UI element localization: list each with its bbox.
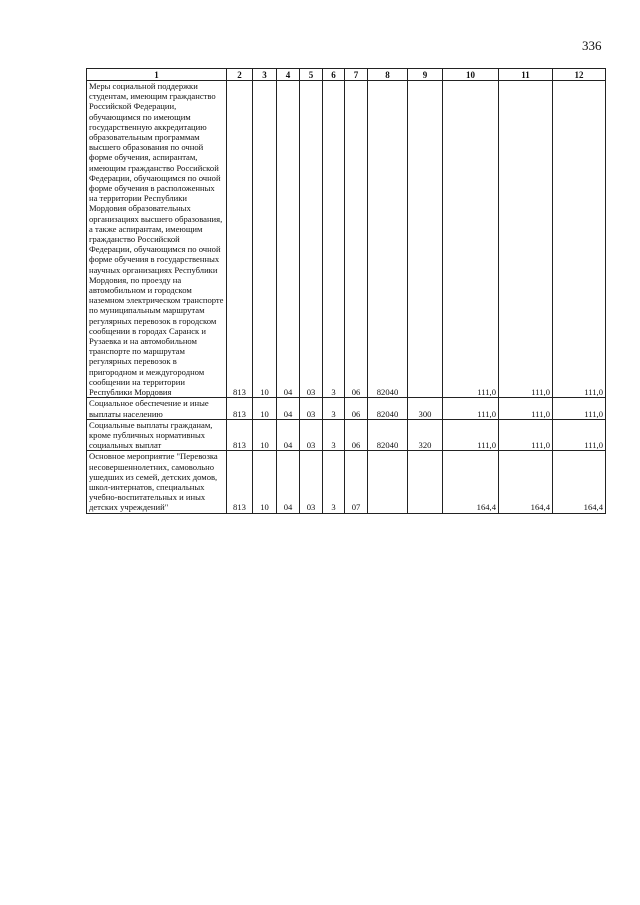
cell-col-5: 03 <box>300 451 323 513</box>
cell-col-2: 813 <box>227 451 253 513</box>
table-row <box>87 451 606 513</box>
cell-col-9: 300 <box>408 398 443 419</box>
cell-col-3: 10 <box>253 451 277 513</box>
cell-col-6: 3 <box>323 419 345 451</box>
cell-col-10: 111,0 <box>443 419 499 451</box>
cell-col-11: 111,0 <box>499 419 553 451</box>
cell-col-12: 111,0 <box>553 419 606 451</box>
cell-col-9: 320 <box>408 419 443 451</box>
cell-col-11: 111,0 <box>499 81 553 398</box>
cell-col-8 <box>368 451 408 513</box>
header-col-8: 8 <box>368 69 408 81</box>
table-row <box>87 419 606 451</box>
row-name: Меры социальной поддержки студентам, имеющим гражданство Российской Федерации, обучающимся по имеющим государственную аккредитацию образовательным программам высшего образования по очной форме обучения, аспирантам, имеющим гражданство Российской Федерации, обучающимся по очной форме обучения в расположенных на территории Республики Мордовия образовательных организациях высшего образования, а также аспирантам, имеющим гражданство Российской Федерации, обучающимся по очной форме обучения в государственных научных организациях Республики Мордовия, по проезду на автомобильном и городском наземном электрическом транспорте по муниципальным маршрутам регулярных перевозок в городском сообщении в городах Саранск и Рузаевка и на автомобильном транспорте по маршрутам регулярных перевозок в пригородном и междугородном сообщении на территории Республики Мордовия <box>87 81 227 398</box>
cell-col-10: 111,0 <box>443 398 499 419</box>
cell-col-10: 164,4 <box>443 451 499 513</box>
cell-col-8: 82040 <box>368 81 408 398</box>
cell-col-8: 82040 <box>368 419 408 451</box>
cell-col-7: 07 <box>345 451 368 513</box>
cell-col-4: 04 <box>277 419 300 451</box>
cell-col-11: 164,4 <box>499 451 553 513</box>
cell-col-6: 3 <box>323 81 345 398</box>
header-col-9: 9 <box>408 69 443 81</box>
header-col-1: 1 <box>87 69 227 81</box>
header-col-10: 10 <box>443 69 499 81</box>
cell-col-5: 03 <box>300 81 323 398</box>
row-name: Социальные выплаты гражданам, кроме публичных нормативных социальных выплат <box>87 419 227 451</box>
header-col-2: 2 <box>227 69 253 81</box>
cell-col-2: 813 <box>227 419 253 451</box>
cell-col-12: 111,0 <box>553 81 606 398</box>
cell-col-6: 3 <box>323 451 345 513</box>
cell-col-2: 813 <box>227 398 253 419</box>
cell-col-7: 06 <box>345 398 368 419</box>
header-col-12: 12 <box>553 69 606 81</box>
cell-col-11: 111,0 <box>499 398 553 419</box>
cell-col-6: 3 <box>323 398 345 419</box>
cell-col-4: 04 <box>277 398 300 419</box>
page-number: 336 <box>582 38 602 53</box>
table-header-row <box>87 69 606 81</box>
header-col-11: 11 <box>499 69 553 81</box>
cell-col-7: 06 <box>345 419 368 451</box>
cell-col-5: 03 <box>300 419 323 451</box>
cell-col-2: 813 <box>227 81 253 398</box>
cell-col-4: 04 <box>277 81 300 398</box>
cell-col-3: 10 <box>253 81 277 398</box>
cell-col-8: 82040 <box>368 398 408 419</box>
table-row <box>87 81 606 398</box>
table-row <box>87 398 606 419</box>
header-col-4: 4 <box>277 69 300 81</box>
cell-col-12: 111,0 <box>553 398 606 419</box>
cell-col-4: 04 <box>277 451 300 513</box>
row-name: Основное мероприятие "Перевозка несовершеннолетних, самовольно ушедших из семей, детских домов, школ-интернатов, специальных учебно-воспитательных и иных детских учреждений" <box>87 451 227 513</box>
header-col-6: 6 <box>323 69 345 81</box>
cell-col-10: 111,0 <box>443 81 499 398</box>
cell-col-9 <box>408 81 443 398</box>
cell-col-5: 03 <box>300 398 323 419</box>
header-col-3: 3 <box>253 69 277 81</box>
cell-col-7: 06 <box>345 81 368 398</box>
cell-col-12: 164,4 <box>553 451 606 513</box>
header-col-7: 7 <box>345 69 368 81</box>
budget-table <box>86 68 606 514</box>
cell-col-3: 10 <box>253 398 277 419</box>
cell-col-3: 10 <box>253 419 277 451</box>
cell-col-9 <box>408 451 443 513</box>
header-col-5: 5 <box>300 69 323 81</box>
row-name: Социальное обеспечение и иные выплаты населению <box>87 398 227 419</box>
